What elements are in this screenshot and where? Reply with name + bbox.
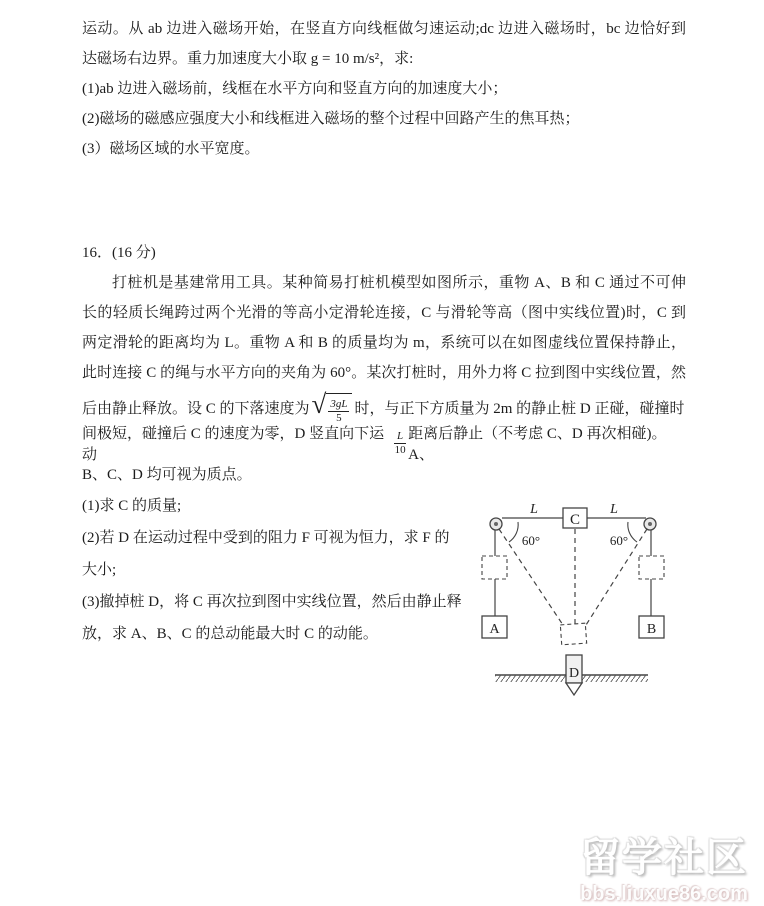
- sqrt-formula: [312, 390, 353, 424]
- fraction-numerator: L: [394, 430, 406, 444]
- text-line: 此时连接 C 的绳与水平方向的夹角为 60°。某次打桩时，用外力将 C 拉到图中实线位置，然: [82, 365, 686, 381]
- block-c-virtual: [560, 623, 586, 645]
- block-a-virtual: [482, 556, 507, 579]
- fraction-numerator: 3gL: [330, 397, 348, 410]
- text-segment: 距离后静止（不考虑 C、D 再次相碰)。A、: [408, 426, 667, 463]
- text-segment: 时，与正下方质量为 2m 的静止桩 D 正碰，碰撞时: [354, 400, 685, 417]
- left-angle-arc: [509, 522, 518, 542]
- pile-d-label: D: [568, 666, 580, 681]
- right-angle-label: 60°: [609, 533, 629, 548]
- text-segment: 后由静止释放。设 C 的下落速度为: [82, 400, 310, 417]
- question-2: (2)若 D 在运动过程中受到的阻力 F 可视为恒力，求 F 的: [82, 530, 450, 546]
- fraction: [328, 398, 349, 424]
- problem-15-continuation: [82, 14, 686, 164]
- right-pulley-axle-icon: [648, 522, 652, 526]
- pile-d-tip: [566, 683, 582, 695]
- text-line: B、C、D 均可视为质点。: [82, 467, 252, 483]
- watermark-url: bbs.liuxue86.com: [580, 883, 748, 905]
- text-line: (1)ab 边进入磁场前，线框在水平方向和竖直方向的加速度大小；: [82, 81, 508, 97]
- pile-driver-figure: [458, 497, 692, 709]
- left-pulley-axle-icon: [494, 522, 498, 526]
- block-b-label: B: [646, 622, 657, 637]
- problem-number: 16．(16 分): [82, 245, 156, 261]
- fraction: [394, 430, 406, 456]
- text-line: (3）磁场区域的水平宽度。: [82, 141, 260, 157]
- question-3: (3)撤掉桩 D，将 C 再次拉到图中实线位置，然后由静止释: [82, 594, 462, 610]
- block-c-label: C: [569, 512, 581, 528]
- text-line: 两定滑轮的距离均为 L。重物 A 和 B 的质量均为 m，系统可以在如图虚线位置保持静止，: [82, 335, 686, 351]
- ground-hatch-right: [582, 675, 648, 682]
- watermark-title: 留学社区: [580, 836, 748, 880]
- block-b-virtual: [639, 556, 664, 579]
- fraction-denominator: 5: [336, 411, 342, 424]
- fraction-denominator: 10: [394, 443, 406, 456]
- question-2-continued: 大小;: [82, 562, 117, 578]
- right-angle-arc: [628, 522, 637, 542]
- text-line-with-sqrt: [82, 388, 686, 426]
- length-label-right: L: [610, 502, 618, 517]
- watermark: [566, 826, 762, 906]
- text-line: 打桩机是基建常用工具。某种简易打桩机模型如图所示，重物 A、B 和 C 通过不可伸: [112, 275, 686, 291]
- text-line: (2)磁场的磁感应强度大小和线框进入磁场的整个过程中回路产生的焦耳热；: [82, 111, 580, 127]
- radicand: [326, 393, 352, 424]
- text-line: 运动。从 ab 边进入磁场开始，在竖直方向线框做匀速运动;dc 边进入磁场时，bc 边恰好到: [82, 21, 686, 37]
- left-angle-label: 60°: [521, 533, 541, 548]
- block-a-label: A: [489, 622, 500, 637]
- text-line: 长的轻质长绳跨过两个光滑的等高小定滑轮连接，C 与滑轮等高（图中实线位置)时，C 到: [82, 305, 686, 321]
- text-segment: 间极短，碰撞后 C 的速度为零，D 竖直向下运动: [82, 426, 385, 463]
- text-line: 达磁场右边界。重力加速度大小取 g = 10 m/s²，求:: [82, 51, 414, 67]
- radical-sign: √: [311, 388, 327, 419]
- question-3-continued: 放，求 A、B、C 的总动能最大时 C 的动能。: [82, 626, 378, 642]
- ground-hatch-left: [495, 675, 566, 682]
- question-1: (1)求 C 的质量;: [82, 498, 182, 514]
- length-label-left: L: [530, 502, 538, 517]
- text-line-with-fraction: [82, 426, 686, 463]
